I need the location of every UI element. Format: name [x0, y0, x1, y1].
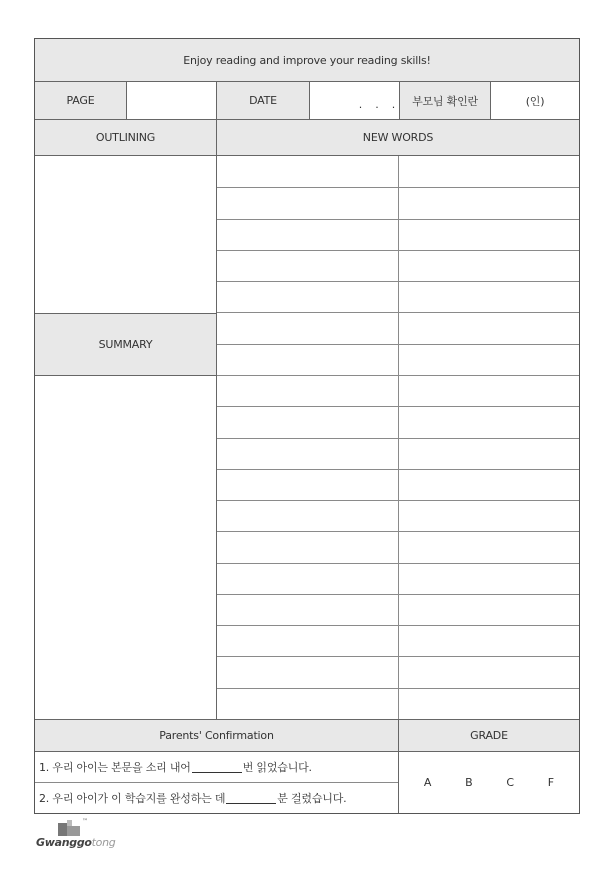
word-meaning-cell[interactable] — [399, 595, 579, 625]
grade-b[interactable]: B — [465, 776, 473, 789]
new-word-cell[interactable] — [217, 345, 398, 375]
date-field[interactable] — [310, 82, 399, 119]
word-meaning-cell[interactable] — [399, 470, 579, 500]
logo-brand-light: tong — [91, 836, 116, 849]
line1-prefix: 1. 우리 아이는 본문을 소리 내어 — [39, 761, 191, 774]
page-field[interactable] — [127, 82, 216, 119]
word-meaning-cell[interactable] — [399, 439, 579, 469]
grade-a[interactable]: A — [423, 776, 432, 789]
grade-c[interactable]: C — [506, 776, 515, 789]
new-word-cell[interactable] — [217, 376, 398, 406]
header-banner — [35, 39, 579, 81]
new-word-cell[interactable] — [217, 439, 398, 469]
parents-confirmation-header — [35, 720, 398, 751]
word-meaning-cell[interactable] — [399, 657, 579, 687]
logo-wordmark — [36, 836, 115, 849]
summary-header — [35, 314, 216, 375]
word-meaning-cell[interactable] — [399, 282, 579, 312]
minutes-blank[interactable] — [226, 793, 276, 804]
grade-f[interactable]: F — [547, 776, 555, 789]
new-word-cell[interactable] — [217, 188, 398, 218]
date-dots: . . . — [358, 98, 395, 111]
new-words-header — [217, 120, 579, 155]
new-word-cell[interactable] — [217, 220, 398, 250]
new-word-cell[interactable] — [217, 657, 398, 687]
parents-confirmation-label: Parents' Confirmation — [159, 729, 274, 742]
new-word-cell[interactable] — [217, 282, 398, 312]
parent-check-label: 부모님 확인란 — [412, 94, 478, 108]
summary-area[interactable] — [35, 376, 216, 719]
word-meaning-cell[interactable] — [399, 501, 579, 531]
word-meaning-cell[interactable] — [399, 689, 579, 719]
outlining-area[interactable] — [35, 156, 216, 313]
logo-brand-bold: Gwanggo — [36, 836, 92, 849]
read-count-blank[interactable] — [192, 762, 242, 773]
new-word-cell[interactable] — [217, 626, 398, 656]
new-word-cell[interactable] — [217, 251, 398, 281]
grade-options — [399, 752, 579, 813]
line2-suffix: 분 걸렸습니다. — [277, 792, 347, 805]
read-aloud-line — [35, 752, 398, 782]
date-label: DATE — [249, 94, 277, 107]
header-tagline: Enjoy reading and improve your reading skills! — [183, 53, 431, 67]
line2-prefix: 2. 우리 아이가 이 학습지를 완성하는 데 — [39, 792, 226, 805]
word-meaning-cell[interactable] — [399, 626, 579, 656]
new-word-cell[interactable] — [217, 470, 398, 500]
new-word-cell[interactable] — [217, 157, 398, 187]
new-word-cell[interactable] — [217, 407, 398, 437]
summary-label: SUMMARY — [98, 338, 153, 351]
trademark-mark: ™ — [82, 818, 88, 825]
reading-worksheet — [34, 38, 580, 814]
word-meaning-cell[interactable] — [399, 376, 579, 406]
outlining-label: OUTLINING — [95, 131, 156, 144]
new-word-cell[interactable] — [217, 532, 398, 562]
grade-header — [399, 720, 579, 751]
gwanggotong-logo — [36, 820, 136, 854]
new-word-cell[interactable] — [217, 501, 398, 531]
new-words-label: NEW WORDS — [362, 131, 434, 144]
page-label: PAGE — [66, 94, 95, 107]
parent-seal-field[interactable] — [491, 82, 579, 119]
word-meaning-cell[interactable] — [399, 188, 579, 218]
grade-label: GRADE — [470, 729, 508, 742]
word-meaning-cell[interactable] — [399, 157, 579, 187]
word-meaning-cell[interactable] — [399, 532, 579, 562]
word-meaning-cell[interactable] — [399, 564, 579, 594]
word-meaning-cell[interactable] — [399, 220, 579, 250]
word-meaning-cell[interactable] — [399, 251, 579, 281]
outlining-header — [35, 120, 216, 155]
line1-suffix: 번 읽었습니다. — [242, 761, 312, 774]
seal-label: (인) — [525, 94, 545, 108]
date-label-cell — [217, 82, 309, 119]
word-meaning-cell[interactable] — [399, 407, 579, 437]
parent-check-label-cell — [400, 82, 490, 119]
new-word-cell[interactable] — [217, 313, 398, 343]
completion-time-line — [35, 783, 398, 813]
new-word-cell[interactable] — [217, 689, 398, 719]
word-meaning-cell[interactable] — [399, 313, 579, 343]
new-word-cell[interactable] — [217, 564, 398, 594]
page-label-cell — [35, 82, 126, 119]
word-meaning-cell[interactable] — [399, 345, 579, 375]
logo-mark-icon — [58, 820, 80, 836]
new-word-cell[interactable] — [217, 595, 398, 625]
